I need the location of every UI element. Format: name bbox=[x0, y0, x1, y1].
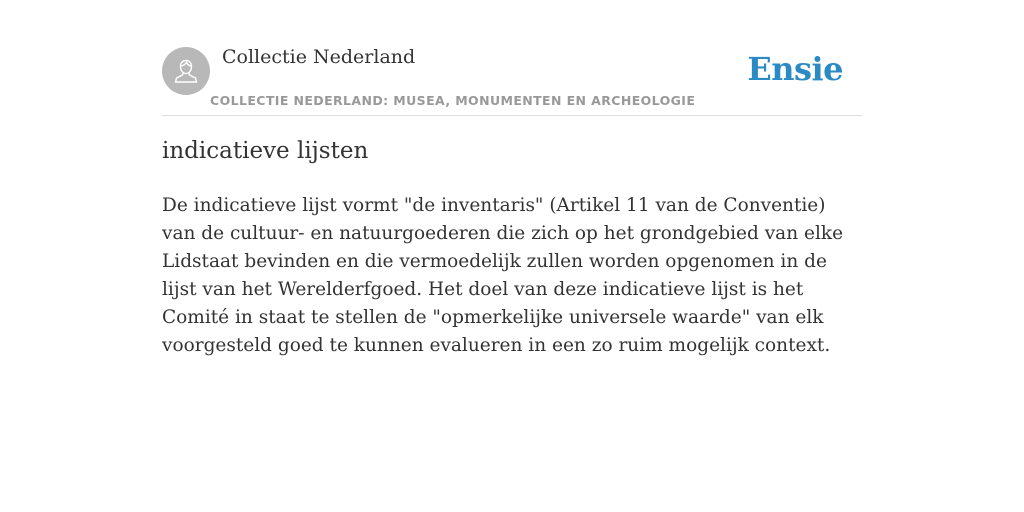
definition-card bbox=[162, 0, 862, 356]
author-subtitle-link[interactable]: COLLECTIE NEDERLAND: MUSEA, MONUMENTEN EN ARCHEOLOGIE bbox=[210, 93, 696, 108]
definition-text: De indicatieve lijst vormt "de inventaris" (Artikel 11 van de Conventie) van de cultuur- en natuurgoederen die zich op het grondgebied van elke Lidstaat bevinden en die vermoedelijk zullen worden opgenomen in de lijst van het Werelderfgoed. Het doel van deze indicatieve lijst is het Comité in staat te stellen de "opmerkelijke universele waarde" van elk voorgesteld goed te kunnen evalueren in een zo ruim mogelijk context. bbox=[162, 195, 844, 356]
author-name-link[interactable]: Collectie Nederland bbox=[222, 46, 416, 68]
user-silhouette-icon bbox=[171, 56, 201, 86]
ensie-logo[interactable]: Ensie bbox=[747, 50, 843, 88]
page-title: indicatieve lijsten bbox=[162, 138, 369, 164]
author-avatar[interactable] bbox=[162, 47, 210, 95]
card-header bbox=[162, 0, 862, 116]
